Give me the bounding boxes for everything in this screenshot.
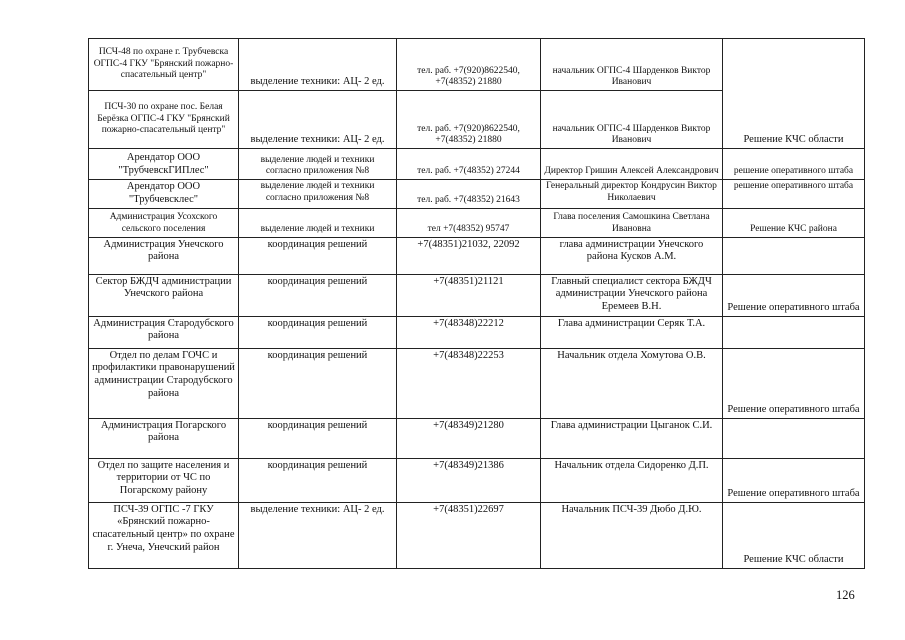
contact-cell: Директор Гришин Алексей Александрович (541, 149, 723, 180)
contact-cell: Глава администрации Серяк Т.А. (541, 316, 723, 348)
task-cell: выделение техники: АЦ- 2 ед. (239, 502, 397, 568)
contact-cell: Глава поселения Самошкина Светлана Ивановна (541, 208, 723, 237)
task-cell: выделение людей и техники (239, 208, 397, 237)
task-cell: выделение людей и техники согласно приложения №8 (239, 149, 397, 180)
task-cell: координация решений (239, 458, 397, 502)
table-row (89, 502, 865, 568)
resource-table (88, 38, 865, 569)
task-cell: координация решений (239, 348, 397, 418)
task-cell: координация решений (239, 274, 397, 316)
table-row (89, 348, 865, 418)
task-cell: выделение людей и техники согласно приложения №8 (239, 180, 397, 209)
org-cell: Арендатор ООО "ТрубчевскГИПлес" (89, 149, 239, 180)
contact-cell: начальник ОГПС-4 Шарденков Виктор Иванович (541, 39, 723, 91)
page-number: 126 (836, 588, 855, 602)
decision-cell (723, 316, 865, 348)
org-cell: Отдел по защите населения и территории от ЧС по Погарскому району (89, 458, 239, 502)
decision-cell (723, 237, 865, 274)
org-cell: Отдел по делам ГОЧС и профилактики правонарушений администрации Стародубского района (89, 348, 239, 418)
decision-cell: Решение оперативного штаба (723, 458, 865, 502)
task-cell: выделение техники: АЦ- 2 ед. (239, 39, 397, 91)
table-row (89, 208, 865, 237)
phone-cell: тел +7(48352) 95747 (397, 208, 541, 237)
phone-cell: +7(48349)21280 (397, 418, 541, 458)
org-cell: Администрация Унечского района (89, 237, 239, 274)
contact-cell: Генеральный директор Кондрусин Виктор Николаевич (541, 180, 723, 209)
task-cell: координация решений (239, 237, 397, 274)
contact-cell: Начальник ПСЧ-39 Дюбо Д.Ю. (541, 502, 723, 568)
contact-cell: Главный специалист сектора БЖДЧ администрации Унечского района Еремеев В.Н. (541, 274, 723, 316)
task-cell: координация решений (239, 418, 397, 458)
decision-cell (723, 418, 865, 458)
task-cell: координация решений (239, 316, 397, 348)
decision-cell: решение оперативного штаба (723, 180, 865, 209)
phone-cell: +7(48348)22212 (397, 316, 541, 348)
phone-cell: +7(48351)21032, 22092 (397, 237, 541, 274)
decision-cell: Решение КЧС района (723, 208, 865, 237)
org-cell: Администрация Усохского сельского поселения (89, 208, 239, 237)
decision-cell: Решение КЧС области (723, 502, 865, 568)
phone-cell: +7(48348)22253 (397, 348, 541, 418)
contact-cell: Глава администрации Цыганок С.И. (541, 418, 723, 458)
contact-cell: начальник ОГПС-4 Шарденков Виктор Иванович (541, 91, 723, 149)
table-row (89, 418, 865, 458)
phone-cell: тел. раб. +7(920)8622540, +7(48352) 21880 (397, 91, 541, 149)
org-cell: Администрация Стародубского района (89, 316, 239, 348)
phone-cell: тел. раб. +7(48352) 21643 (397, 180, 541, 209)
table-row (89, 237, 865, 274)
contact-cell: Начальник отдела Сидоренко Д.П. (541, 458, 723, 502)
contact-cell: Начальник отдела Хомутова О.В. (541, 348, 723, 418)
table-row (89, 316, 865, 348)
org-cell: ПСЧ-48 по охране г. Трубчевска ОГПС-4 ГКУ "Брянский пожарно-спасательный центр" (89, 39, 239, 91)
table-row (89, 274, 865, 316)
table-row (89, 149, 865, 180)
phone-cell: +7(48351)22697 (397, 502, 541, 568)
table-row (89, 180, 865, 209)
decision-cell: Решение КЧС области (723, 39, 865, 149)
phone-cell: +7(48351)21121 (397, 274, 541, 316)
decision-cell: решение оперативного штаба (723, 149, 865, 180)
table-row (89, 458, 865, 502)
decision-cell: Решение оперативного штаба (723, 348, 865, 418)
org-cell: ПСЧ-39 ОГПС -7 ГКУ «Брянский пожарно-спасательный центр» по охране г. Унеча, Унечский район (89, 502, 239, 568)
table-row (89, 39, 865, 91)
contact-cell: глава администрации Унечского района Кусков А.М. (541, 237, 723, 274)
org-cell: ПСЧ-30 по охране пос. Белая Берёзка ОГПС-4 ГКУ "Брянский пожарно-спасательный центр" (89, 91, 239, 149)
org-cell: Администрация Погарского района (89, 418, 239, 458)
org-cell: Арендатор ООО "Трубчевсклес" (89, 180, 239, 209)
phone-cell: тел. раб. +7(920)8622540, +7(48352) 21880 (397, 39, 541, 91)
task-cell: выделение техники: АЦ- 2 ед. (239, 91, 397, 149)
org-cell: Сектор БЖДЧ администрации Унечского района (89, 274, 239, 316)
phone-cell: +7(48349)21386 (397, 458, 541, 502)
decision-cell: Решение оперативного штаба (723, 274, 865, 316)
phone-cell: тел. раб. +7(48352) 27244 (397, 149, 541, 180)
